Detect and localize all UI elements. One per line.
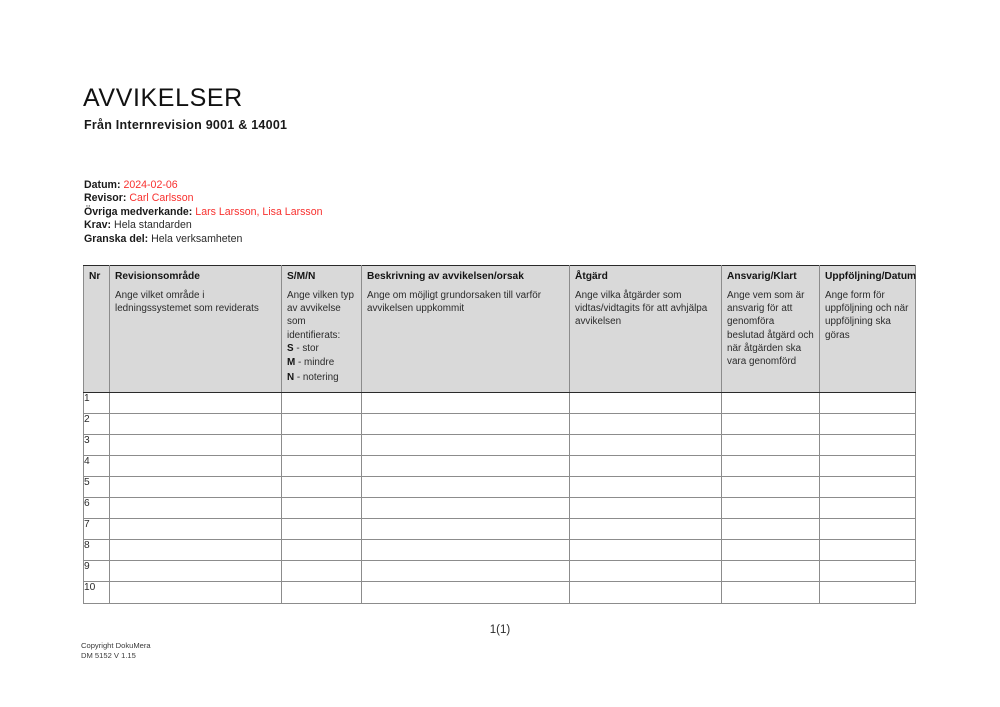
metadata-value-granska-del: Hela verksamheten <box>151 232 243 245</box>
cell-ansvarig[interactable] <box>722 519 820 540</box>
cell-smn[interactable] <box>282 498 362 519</box>
cell-beskrivning[interactable] <box>362 455 570 476</box>
cell-ansvarig[interactable] <box>722 498 820 519</box>
cell-ansvarig[interactable] <box>722 434 820 455</box>
cell-atgard[interactable] <box>570 455 722 476</box>
table-row <box>84 498 916 519</box>
column-header-uppfoljning <box>820 266 916 393</box>
metadata-row-krav <box>84 219 323 232</box>
metadata-label-revisor: Revisor: <box>84 192 127 205</box>
column-desc-beskrivning: Ange om möjligt grundorsaken till varför avvikelsen uppkommit <box>367 290 541 315</box>
cell-ansvarig[interactable] <box>722 455 820 476</box>
row-number: 3 <box>84 434 110 455</box>
cell-uppfoljning[interactable] <box>820 392 916 413</box>
table-row <box>84 561 916 582</box>
cell-revisionsomrade[interactable] <box>110 498 282 519</box>
table-body <box>84 392 916 603</box>
page-subtitle: Från Internrevision 9001 & 14001 <box>84 118 288 132</box>
table-row <box>84 519 916 540</box>
row-number: 5 <box>84 476 110 497</box>
cell-beskrivning[interactable] <box>362 519 570 540</box>
cell-ansvarig[interactable] <box>722 540 820 561</box>
metadata-value-krav: Hela standarden <box>114 219 192 232</box>
table-row <box>84 476 916 497</box>
cell-ansvarig[interactable] <box>722 392 820 413</box>
table-row <box>84 392 916 413</box>
table-row <box>84 582 916 603</box>
row-number: 9 <box>84 561 110 582</box>
cell-uppfoljning[interactable] <box>820 476 916 497</box>
column-title-ansvarig: Ansvarig/Klart <box>727 271 797 282</box>
column-title-uppfoljning: Uppföljning/Datum <box>825 271 917 282</box>
column-title-beskrivning: Beskrivning av avvikelsen/orsak <box>367 271 524 282</box>
cell-smn[interactable] <box>282 561 362 582</box>
column-desc-ansvarig: Ange vem som är ansvarig för att genomföra beslutad åtgärd och när åtgärden ska vara genomförd <box>727 290 814 368</box>
cell-uppfoljning[interactable] <box>820 413 916 434</box>
column-header-atgard <box>570 266 722 393</box>
cell-smn[interactable] <box>282 455 362 476</box>
cell-revisionsomrade[interactable] <box>110 519 282 540</box>
metadata-row-revisor <box>84 192 323 205</box>
cell-atgard[interactable] <box>570 519 722 540</box>
metadata-row-ovriga-medverkande <box>84 206 323 219</box>
column-key-stor: S - stor <box>287 342 319 354</box>
metadata-label-granska-del: Granska del: <box>84 232 149 245</box>
row-number: 1 <box>84 392 110 413</box>
column-title-nr: Nr <box>89 271 101 282</box>
cell-uppfoljning[interactable] <box>820 455 916 476</box>
row-number: 7 <box>84 519 110 540</box>
document-metadata <box>84 179 323 246</box>
row-number: 8 <box>84 540 110 561</box>
cell-revisionsomrade[interactable] <box>110 392 282 413</box>
cell-revisionsomrade[interactable] <box>110 413 282 434</box>
column-key-mindre: M - mindre <box>287 357 335 369</box>
column-title-atgard: Åtgärd <box>575 271 608 282</box>
cell-revisionsomrade[interactable] <box>110 434 282 455</box>
row-number: 6 <box>84 498 110 519</box>
column-desc-atgard: Ange vilka åtgärder som vidtas/vidtagits för att avhjälpa avvikelsen <box>575 290 708 328</box>
cell-revisionsomrade[interactable] <box>110 561 282 582</box>
metadata-value-datum: 2024-02-06 <box>123 179 178 191</box>
cell-smn[interactable] <box>282 434 362 455</box>
cell-revisionsomrade[interactable] <box>110 540 282 561</box>
cell-uppfoljning[interactable] <box>820 498 916 519</box>
page-number: 1(1) <box>489 624 511 636</box>
metadata-row-granska-del <box>84 233 323 246</box>
cell-uppfoljning[interactable] <box>820 519 916 540</box>
cell-atgard[interactable] <box>570 561 722 582</box>
metadata-value-revisor: Carl Carlsson <box>129 192 194 205</box>
cell-atgard[interactable] <box>570 434 722 455</box>
row-number: 2 <box>84 413 110 434</box>
cell-uppfoljning[interactable] <box>820 434 916 455</box>
cell-smn[interactable] <box>282 540 362 561</box>
cell-smn[interactable] <box>282 582 362 603</box>
metadata-label-datum: Datum: <box>84 179 121 191</box>
metadata-row-datum <box>84 179 323 192</box>
column-header-ansvarig <box>722 266 820 393</box>
cell-smn[interactable] <box>282 476 362 497</box>
cell-beskrivning[interactable] <box>362 413 570 434</box>
document-code: DM 5152 V 1.15 <box>81 651 136 661</box>
column-header-beskrivning <box>362 266 570 393</box>
cell-ansvarig[interactable] <box>722 413 820 434</box>
cell-atgard[interactable] <box>570 582 722 603</box>
cell-uppfoljning[interactable] <box>820 561 916 582</box>
cell-beskrivning[interactable] <box>362 540 570 561</box>
cell-ansvarig[interactable] <box>722 582 820 603</box>
cell-beskrivning[interactable] <box>362 498 570 519</box>
cell-smn[interactable] <box>282 519 362 540</box>
row-number: 10 <box>84 582 110 603</box>
metadata-value-ovriga-medverkande: Lars Larsson, Lisa Larsson <box>195 205 323 218</box>
cell-smn[interactable] <box>282 413 362 434</box>
cell-revisionsomrade[interactable] <box>110 455 282 476</box>
copyright-line: Copyright DokuMera <box>81 641 151 650</box>
metadata-label-ovriga-medverkande: Övriga medverkande: <box>84 205 193 218</box>
cell-revisionsomrade[interactable] <box>110 476 282 497</box>
column-title-smn: S/M/N <box>287 271 316 282</box>
metadata-label-krav: Krav: <box>84 219 112 232</box>
column-title-revisionsomrade: Revisionsområde <box>115 271 200 282</box>
table-row <box>84 413 916 434</box>
column-key-notering: N - notering <box>287 372 339 383</box>
row-number: 4 <box>84 455 110 476</box>
cell-ansvarig[interactable] <box>722 561 820 582</box>
column-header-smn <box>282 266 362 393</box>
cell-uppfoljning[interactable] <box>820 582 916 603</box>
cell-beskrivning[interactable] <box>362 582 570 603</box>
cell-beskrivning[interactable] <box>362 476 570 497</box>
cell-atgard[interactable] <box>570 476 722 497</box>
column-header-nr <box>84 266 110 393</box>
cell-beskrivning[interactable] <box>362 392 570 413</box>
cell-uppfoljning[interactable] <box>820 540 916 561</box>
cell-beskrivning[interactable] <box>362 434 570 455</box>
table-row <box>84 540 916 561</box>
cell-atgard[interactable] <box>570 540 722 561</box>
table-header-row <box>84 266 916 393</box>
page-title: AVVIKELSER <box>83 84 243 112</box>
column-header-revisionsomrade <box>110 266 282 393</box>
deviations-table <box>83 265 916 604</box>
table-row <box>84 434 916 455</box>
column-desc-smn: Ange vilken typ av avvikelse som identifierats: <box>287 290 354 341</box>
table-row <box>84 455 916 476</box>
cell-beskrivning[interactable] <box>362 561 570 582</box>
cell-smn[interactable] <box>282 392 362 413</box>
cell-atgard[interactable] <box>570 392 722 413</box>
cell-ansvarig[interactable] <box>722 476 820 497</box>
column-desc-uppfoljning: Ange form för uppföljning och när uppföljning ska göras <box>825 290 909 341</box>
column-desc-revisionsomrade: Ange vilket område i ledningssystemet som reviderats <box>115 290 259 315</box>
footer-copyright <box>81 641 151 662</box>
cell-atgard[interactable] <box>570 498 722 519</box>
cell-revisionsomrade[interactable] <box>110 582 282 603</box>
cell-atgard[interactable] <box>570 413 722 434</box>
